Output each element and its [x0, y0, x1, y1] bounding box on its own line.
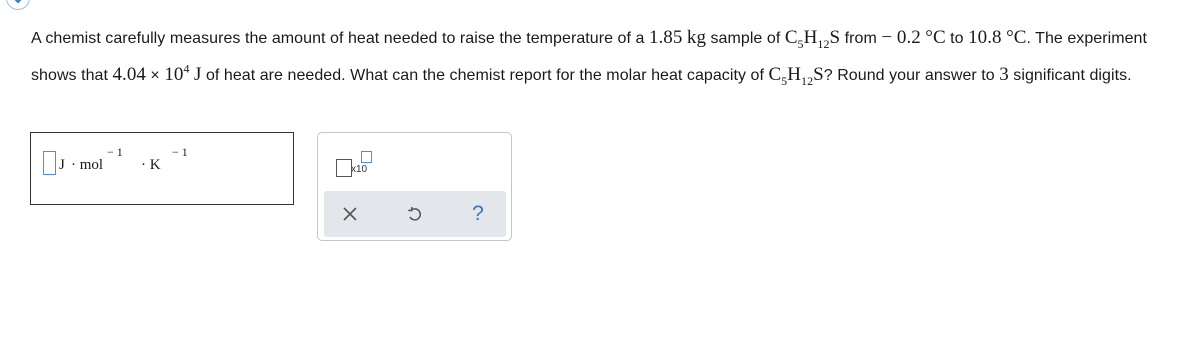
collapse-chevron-button[interactable] [6, 0, 30, 10]
chevron-down-icon [11, 0, 25, 4]
answer-box: J · mol − 1 · K − 1 [30, 132, 294, 205]
formula: $C_5H_{12}S$ [768, 64, 824, 88]
input-box-icon [336, 159, 352, 177]
help-icon: ? [472, 202, 484, 225]
exponent-box-icon [361, 151, 372, 163]
answer-input[interactable] [43, 151, 56, 175]
clear-button[interactable] [330, 191, 370, 237]
scientific-notation-button[interactable]: x10 [334, 151, 378, 175]
formula: $C_5H_{12}S$ [784, 27, 841, 51]
action-toolbar [324, 191, 506, 237]
question-text: A chemist carefully measures the amount of heat needed to raise the temperature of a 1.85 kg sample of $C_5H_{12}S$ from − 0.2 °C to 10.8 °C. The experiment shows that $4.04 \times 10^4$ J of heat are needed. What can the chemist report for the molar heat capacity of $C_5H_{12}S$? Round your answer to 3 significant digits. [31, 27, 1148, 88]
help-button[interactable] [458, 191, 498, 237]
undo-icon [407, 206, 423, 222]
math-tool-panel [317, 132, 512, 241]
undo-button[interactable] [395, 191, 435, 237]
close-icon [343, 207, 357, 221]
